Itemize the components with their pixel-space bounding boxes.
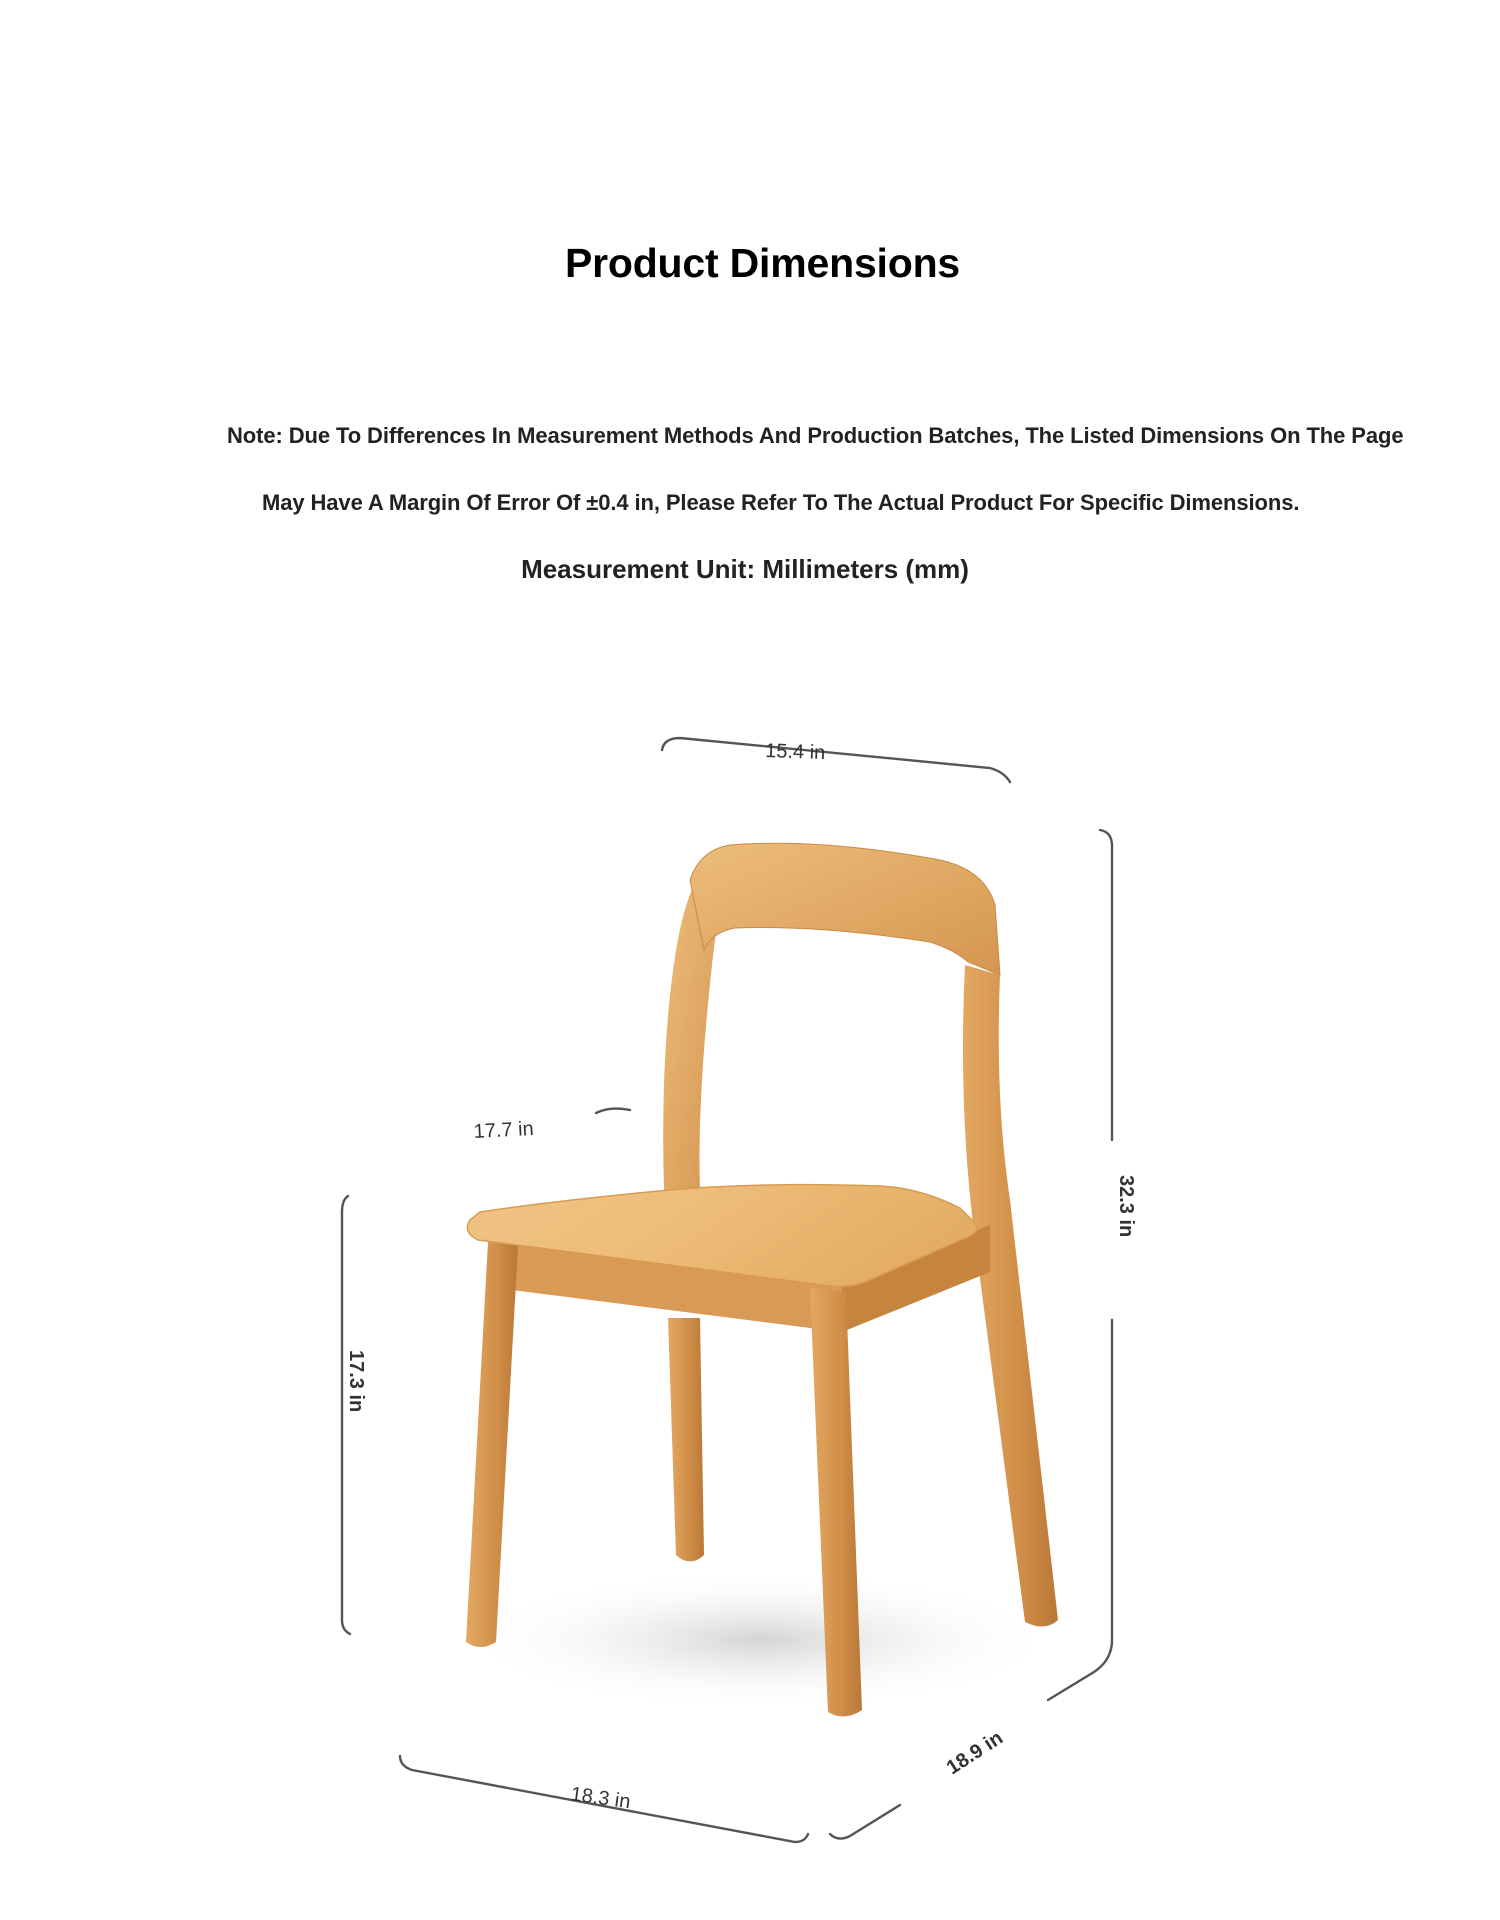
measurement-unit: Measurement Unit: Millimeters (mm) (521, 554, 969, 584)
note-line-1: Note: Due To Differences In Measurement Methods And Production Batches, The Listed Dimensions On The Page (227, 423, 1404, 448)
dim-line-seat-depth (596, 1109, 630, 1113)
dim-label-seat-height: 17.3 in (345, 1350, 367, 1413)
chair-back-leg-rear (668, 1318, 704, 1562)
note-line-2: May Have A Margin Of Error Of ±0.4 in, Please Refer To The Actual Product For Specific Dimensions. (262, 490, 1300, 515)
dim-label-total-height: 32.3 in (1115, 1175, 1137, 1238)
dim-line-backrest-width (662, 738, 1010, 782)
dim-line-total-height-top (1100, 830, 1112, 1140)
chair-back-post-right (963, 965, 1058, 1627)
page-title: Product Dimensions (564, 240, 961, 286)
chair-shadow (460, 1570, 1060, 1710)
dim-label-overall-width: 18.3 in (569, 1783, 632, 1814)
dim-line-seat-height (342, 1196, 350, 1634)
chair-illustration (460, 843, 1060, 1716)
dim-label-overall-depth: 18.9 in (942, 1726, 1007, 1780)
chair-front-leg-left (466, 1242, 518, 1647)
dim-line-overall-depth (830, 1805, 900, 1839)
chair-backrest (690, 843, 1000, 975)
dim-label-backrest-width: 15.4 in (764, 740, 826, 765)
dim-label-seat-depth: 17.7 in (473, 1117, 535, 1143)
